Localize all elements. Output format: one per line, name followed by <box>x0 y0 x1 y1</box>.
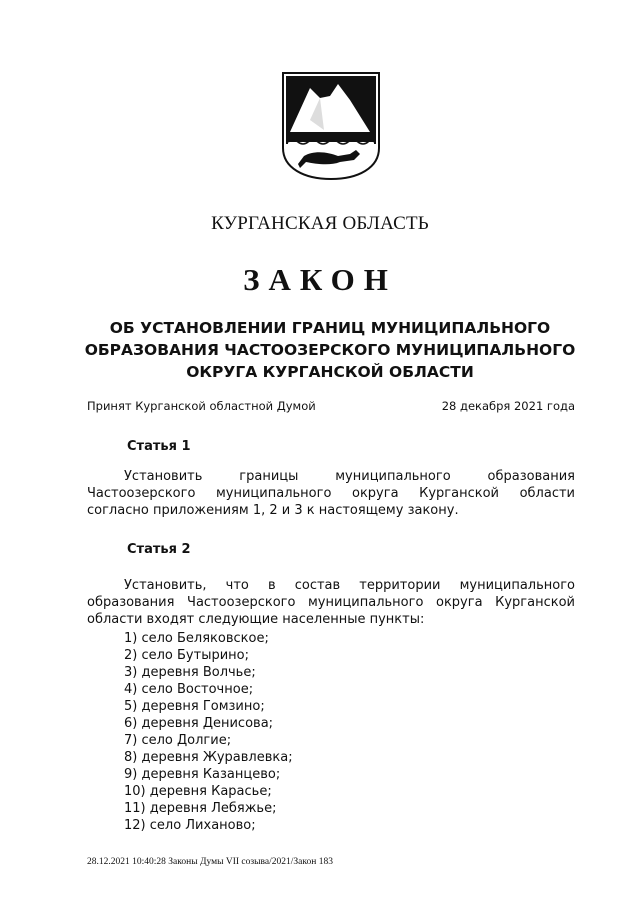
list-item: 4) село Восточное; <box>124 682 254 697</box>
list-item: 8) деревня Журавлевка; <box>124 750 293 765</box>
list-item: 12) село Лиханово; <box>124 818 256 833</box>
law-title <box>80 317 580 383</box>
list-item: 2) село Бутырино; <box>124 648 249 663</box>
list-item: 6) деревня Денисова; <box>124 716 274 731</box>
law-title-line: ОБРАЗОВАНИЯ ЧАСТООЗЕРСКОГО МУНИЦИПАЛЬНОГО <box>84 341 576 359</box>
document-type: ЗАКОН <box>243 262 397 297</box>
law-title-line: ОКРУГА КУРГАНСКОЙ ОБЛАСТИ <box>186 363 474 381</box>
law-title-line: ОБ УСТАНОВЛЕНИИ ГРАНИЦ МУНИЦИПАЛЬНОГО <box>109 319 551 337</box>
region-name: КУРГАНСКАЯ ОБЛАСТЬ <box>211 213 429 234</box>
kurgan-oblast-coat-of-arms-icon <box>280 70 382 182</box>
adoption-date: 28 декабря 2021 года <box>441 399 575 413</box>
article-1-heading: Статья 1 <box>127 439 191 454</box>
document-footer: 28.12.2021 10:40:28 Законы Думы VII созыва/2021/Закон 183 <box>87 857 333 867</box>
settlement-list <box>124 630 293 834</box>
article-1-text: Установить границы муниципального образования Частоозерского муниципального округа Курганской области согласно приложениям 1, 2 и 3 к настоящему закону. <box>87 469 575 518</box>
list-item: 5) деревня Гомзино; <box>124 699 265 714</box>
list-item: 1) село Беляковское; <box>124 631 269 646</box>
article-2-heading: Статья 2 <box>127 542 191 557</box>
list-item: 11) деревня Лебяжье; <box>124 801 277 816</box>
list-item: 10) деревня Карасье; <box>124 784 272 799</box>
list-item: 3) деревня Волчье; <box>124 665 256 680</box>
article-2-text: Установить, что в состав территории муниципального образования Частоозерского муниципального округа Курганской области входят следующие населенные пункты: <box>87 578 575 627</box>
list-item: 7) село Долгие; <box>124 733 232 748</box>
adopted-by: Принят Курганской областной Думой <box>87 399 316 413</box>
list-item: 9) деревня Казанцево; <box>124 767 281 782</box>
